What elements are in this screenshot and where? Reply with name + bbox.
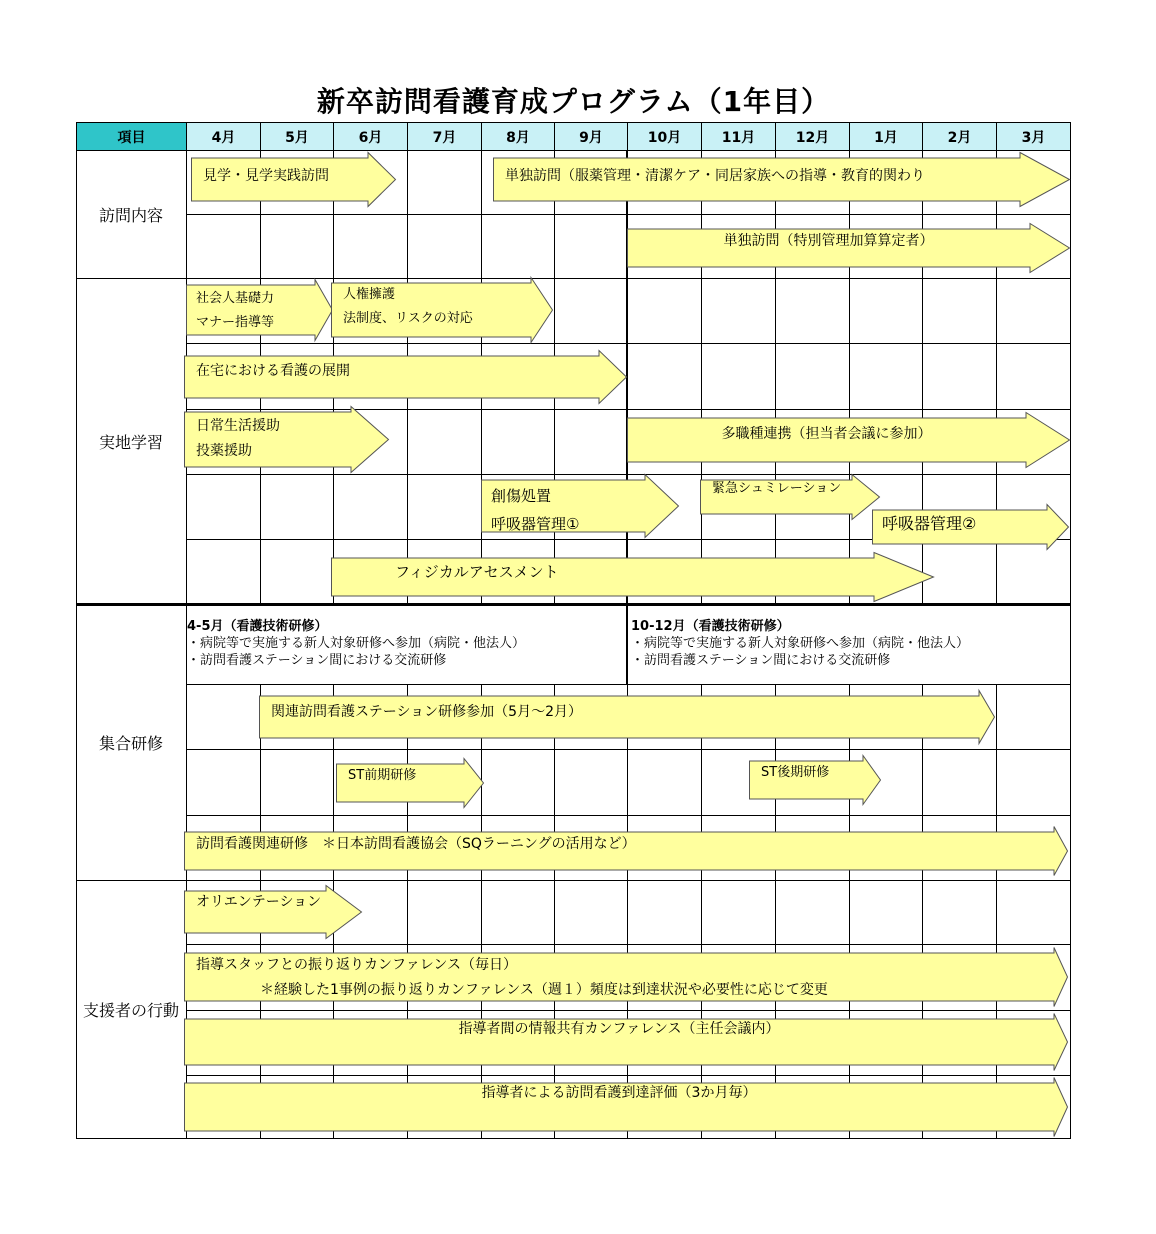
bar-achievement-evaluation-label: [184, 1083, 1054, 1104]
column-divider: [849, 150, 850, 604]
bar-social-skills: [186, 279, 333, 341]
bar-daily-life-assistance: [184, 406, 389, 473]
bar-physical-assessment-label-line-1: フィジカルアセスメント: [395, 563, 559, 581]
bar-staff-reflection: [184, 947, 1068, 1007]
bar-physical-assessment-label: [395, 561, 559, 584]
header-month-8: 11月: [701, 122, 776, 151]
bar-social-skills-label-line-1: 社会人基礎力: [196, 291, 275, 306]
header-month-12: 3月: [996, 122, 1071, 151]
bar-social-skills-label-line-2: マナー指導等: [196, 315, 275, 330]
row-divider: [186, 1075, 1071, 1076]
note-autumn-heading: 10-12月（看護技術研修）: [631, 619, 790, 634]
row-divider: [186, 944, 1071, 945]
header-month-1: 4月: [186, 122, 261, 151]
bar-orientation-label-line-1: オリエンテーション: [196, 894, 322, 910]
bar-st-late-training: [749, 755, 881, 805]
bar-leader-info-sharing: [184, 1013, 1068, 1071]
bar-emergency-simulation-label-line-1: 緊急シュミレーション: [712, 481, 842, 496]
bar-wound-care-label-line-2: 呼吸器管理①: [491, 515, 580, 533]
bar-leader-info-sharing-label: [184, 1019, 1054, 1040]
section-label-group: 集合研修: [98, 733, 163, 753]
bar-st-early-training: [336, 758, 484, 808]
bar-respirator-2-label: [882, 512, 976, 536]
section-label-practice: 実地学習: [98, 432, 163, 452]
header-month-4: 7月: [407, 122, 482, 151]
header-month-3: 6月: [333, 122, 408, 151]
bar-achievement-evaluation: [184, 1077, 1068, 1137]
bar-emergency-simulation-label: [712, 479, 841, 499]
bar-observation-visit-label: [203, 166, 329, 187]
bar-orientation: [184, 885, 362, 939]
bar-related-station-training-label: [271, 702, 582, 723]
bar-st-late-training-label: [761, 763, 829, 783]
header-month-5: 8月: [481, 122, 555, 151]
row-divider: [186, 749, 1071, 750]
table-border-bottom: [76, 1138, 1071, 1139]
row-divider: [186, 815, 1071, 816]
bar-observation-visit: [191, 152, 396, 207]
bar-physical-assessment: [331, 552, 934, 602]
bar-human-rights-label-line-1: 人権擁護: [343, 287, 396, 302]
bar-leader-info-sharing-label-line-1: 指導者間の情報共有カンファレンス（主任会議内）: [458, 1021, 780, 1037]
note-spring-line1: ・病院等で実施する新人対象研修へ参加（病院・他法人）: [187, 636, 526, 651]
bar-wound-care-label-line-1: 創傷処置: [491, 487, 552, 505]
bar-respirator-2-label-line-1: 呼吸器管理②: [882, 514, 977, 533]
note-autumn-line1: ・病院等で実施する新人対象研修へ参加（病院・他法人）: [631, 636, 970, 651]
bar-achievement-evaluation-label-line-1: 指導者による訪問看護到達評価（3か月毎）: [481, 1085, 757, 1101]
header-month-6: 9月: [554, 122, 628, 151]
row-divider: [186, 343, 1071, 344]
bar-related-station-training: [259, 690, 995, 744]
half-year-divider: [626, 604, 628, 684]
bar-home-nursing: [184, 350, 627, 404]
section-label-support: 支援者の行動: [82, 1000, 179, 1020]
bar-respirator-2: [872, 504, 1069, 550]
bar-home-nursing-label-line-1: 在宅における看護の展開: [196, 363, 350, 379]
bar-observation-visit-label-line-1: 見学・見学実践訪問: [203, 168, 329, 184]
bar-wound-care-label: [491, 482, 579, 538]
note-spring-heading: 4-5月（看護技術研修）: [187, 619, 328, 634]
row-divider: [186, 1010, 1071, 1011]
bar-human-rights-label-line-2: 法制度、リスクの対応: [343, 311, 473, 326]
row-divider: [186, 214, 1071, 215]
bar-interprofessional: [627, 412, 1070, 468]
bar-home-nursing-label: [196, 361, 350, 382]
header-month-7: 10月: [627, 122, 702, 151]
bar-st-late-training-label-line-1: ST後期研修: [761, 765, 830, 780]
bar-emergency-simulation: [700, 474, 880, 520]
header-item-label: 項目: [76, 122, 187, 151]
bar-interprofessional-label-line-1: 多職種連携（担当者会議に参加）: [721, 426, 932, 442]
bar-solo-visit-special: [627, 223, 1070, 273]
section-label-visit: 訪問内容: [98, 205, 163, 225]
page-title: 新卒訪問看護育成プログラム（1年目）: [316, 85, 831, 118]
header-month-9: 12月: [775, 122, 850, 151]
bar-human-rights-label: [343, 283, 473, 331]
bar-daily-life-assistance-label: [196, 414, 280, 464]
column-divider: [775, 150, 776, 604]
note-spring-line2: ・訪問看護ステーション間における交流研修: [187, 653, 447, 668]
bar-staff-reflection-label: [196, 953, 828, 1003]
bar-visiting-nurse-training: [184, 826, 1068, 876]
note-spring-training: [187, 618, 525, 669]
bar-st-early-training-label-line-1: ST前期研修: [348, 768, 417, 783]
bar-visiting-nurse-training-label-line-1: 訪問看護関連研修 ＊日本訪問看護協会（SQラーニングの活用など）: [196, 836, 636, 852]
bar-visiting-nurse-training-label: [196, 834, 636, 855]
bar-related-station-training-label-line-1: 関連訪問看護ステーション研修参加（5月～2月）: [271, 704, 582, 720]
bar-daily-life-assistance-label-line-2: 投薬援助: [196, 443, 252, 459]
bar-st-early-training-label: [348, 766, 416, 786]
bar-solo-visit-care-label-line-1: 単独訪問（服薬管理・清潔ケア・同居家族への指導・教育的関わり: [505, 168, 925, 184]
bar-staff-reflection-label-line-1: 指導スタッフとの振り返りカンファレンス（毎日）: [196, 957, 517, 973]
bar-human-rights: [331, 277, 553, 343]
bar-solo-visit-special-label: [627, 231, 1030, 252]
bar-staff-reflection-label-line-2: ＊経験した1事例の振り返りカンファレンス（週１）頻度は到達状況や必要性に応じて変更: [260, 982, 828, 998]
bar-daily-life-assistance-label-line-1: 日常生活援助: [196, 418, 280, 434]
bar-wound-care: [481, 474, 679, 538]
header-month-10: 1月: [849, 122, 923, 151]
header-month-11: 2月: [922, 122, 997, 151]
bar-solo-visit-care-label: [505, 166, 925, 187]
bar-solo-visit-special-label-line-1: 単独訪問（特別管理加算算定者）: [723, 233, 934, 249]
row-divider: [186, 684, 1071, 685]
table-border-right: [1070, 150, 1071, 1138]
note-autumn-training: [631, 618, 969, 669]
column-divider: [701, 150, 702, 604]
note-autumn-line2: ・訪問看護ステーション間における交流研修: [631, 653, 891, 668]
bar-orientation-label: [196, 892, 321, 913]
bar-solo-visit-care: [493, 152, 1070, 207]
bar-interprofessional-label: [627, 424, 1026, 445]
bar-social-skills-label: [196, 287, 274, 335]
header-month-2: 5月: [260, 122, 334, 151]
